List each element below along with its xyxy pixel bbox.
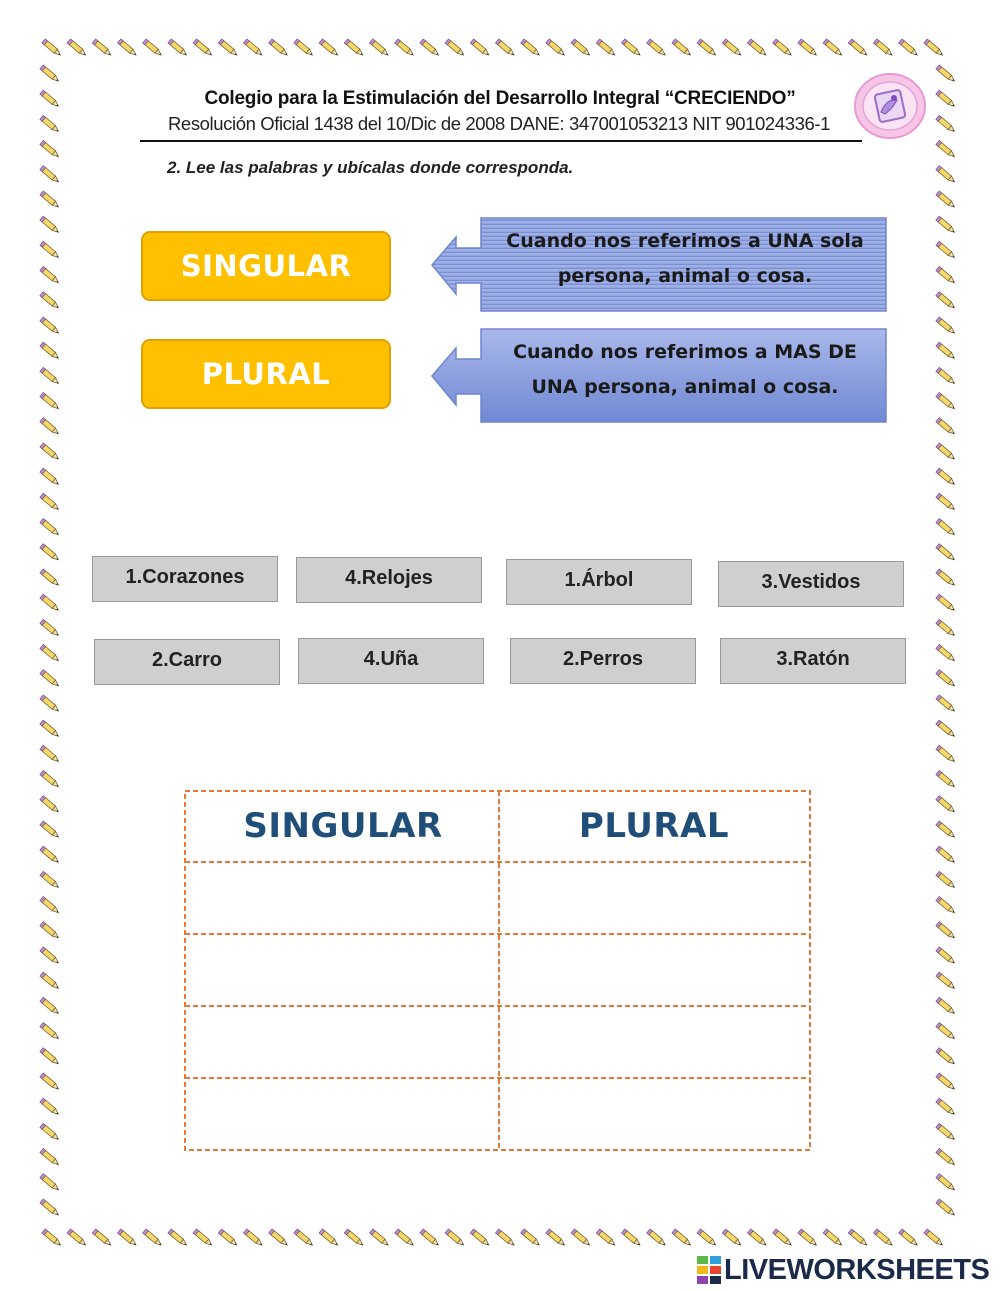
pencil-decoration [143, 1229, 163, 1247]
pencil-decoration [936, 1098, 956, 1116]
pencil-decoration [168, 1229, 188, 1247]
pencil-decoration [936, 65, 956, 83]
pencil-decoration [622, 1229, 642, 1247]
pencil-decoration [874, 1229, 894, 1247]
pencil-decoration [748, 39, 768, 57]
pencil-decoration [40, 1174, 60, 1192]
pencil-decoration [936, 519, 956, 537]
pencil-decoration [596, 39, 616, 57]
word-card-carro[interactable]: 2.Carro [94, 639, 280, 685]
pencil-decoration [936, 1199, 956, 1217]
pencil-decoration [936, 267, 956, 285]
pencil-decoration [40, 267, 60, 285]
pencil-decoration [697, 39, 717, 57]
pencil-decoration [798, 39, 818, 57]
pencil-decoration [40, 317, 60, 335]
drop-zone-singular-2[interactable] [187, 936, 497, 1004]
pencil-decoration [936, 745, 956, 763]
pencil-decoration [193, 39, 213, 57]
pencil-decoration [936, 720, 956, 738]
pencil-decoration [40, 947, 60, 965]
pencil-decoration [546, 39, 566, 57]
drop-zone-plural-2[interactable] [501, 936, 808, 1004]
word-card-una[interactable]: 4.Uña [298, 638, 484, 684]
drop-zone-singular-4[interactable] [187, 1080, 497, 1148]
pencil-decoration [40, 645, 60, 663]
pencil-decoration [269, 1229, 289, 1247]
pencil-decoration [40, 821, 60, 839]
pencil-decoration [67, 39, 87, 57]
pencil-decoration [496, 1229, 516, 1247]
pencil-decoration [40, 367, 60, 385]
pencil-decoration [143, 39, 163, 57]
pencil-decoration [936, 216, 956, 234]
pencil-decoration [936, 191, 956, 209]
pencil-decoration [92, 1229, 112, 1247]
pencil-decoration [193, 1229, 213, 1247]
liveworksheets-brand [697, 1254, 989, 1286]
pencil-decoration [936, 393, 956, 411]
pencil-decoration [40, 619, 60, 637]
pencil-decoration [244, 1229, 264, 1247]
pencil-decoration [344, 39, 364, 57]
drop-zone-plural-4[interactable] [501, 1080, 808, 1148]
pencil-decoration [40, 670, 60, 688]
word-card-perros[interactable]: 2.Perros [510, 638, 696, 684]
instruction-text: 2. Lee las palabras y ubícalas donde corresponda. [167, 158, 574, 177]
pencil-decoration [40, 216, 60, 234]
table-header-plural: PLURAL [578, 806, 730, 846]
pencil-decoration [798, 1229, 818, 1247]
pencil-decoration [823, 39, 843, 57]
pencil-decoration [294, 39, 314, 57]
pencil-decoration [936, 594, 956, 612]
pencil-decoration [118, 1229, 138, 1247]
pencil-decoration [936, 947, 956, 965]
pencil-decoration [936, 997, 956, 1015]
pencil-decoration [42, 39, 62, 57]
pencil-decoration [40, 922, 60, 940]
pencil-decoration [92, 39, 112, 57]
pencil-decoration [40, 1048, 60, 1066]
pencil-decoration [936, 695, 956, 713]
pencil-decoration [874, 39, 894, 57]
pencil-decoration [521, 39, 541, 57]
pencil-decoration [936, 443, 956, 461]
pencil-decoration [773, 1229, 793, 1247]
drop-zone-plural-3[interactable] [501, 1008, 808, 1076]
pencil-decoration [936, 317, 956, 335]
word-card-corazones[interactable]: 1.Corazones [92, 556, 278, 602]
pencil-decoration [370, 39, 390, 57]
pencil-decoration [722, 1229, 742, 1247]
pencil-decoration [936, 1023, 956, 1041]
pencil-decoration [936, 1123, 956, 1141]
pencil-decoration [571, 1229, 591, 1247]
pencil-decoration [899, 39, 919, 57]
pencil-decoration [40, 468, 60, 486]
pencil-decoration [773, 39, 793, 57]
school-logo-icon [853, 72, 927, 140]
drop-zone-singular-1[interactable] [187, 864, 497, 932]
pencil-decoration [40, 846, 60, 864]
pencil-decoration [596, 1229, 616, 1247]
pencil-decoration [40, 115, 60, 133]
pencil-decoration [521, 1229, 541, 1247]
school-resolution: Resolución Oficial 1438 del 10/Dic de 2008 DANE: 347001053213 NIT 901024336-1 [167, 113, 831, 134]
pencil-decoration [40, 292, 60, 310]
pencil-decoration [936, 871, 956, 889]
pencil-decoration [936, 972, 956, 990]
pencil-decoration [168, 39, 188, 57]
word-card-relojes[interactable]: 4.Relojes [296, 557, 482, 603]
pencil-decoration [936, 922, 956, 940]
pencil-decoration [722, 39, 742, 57]
pencil-decoration [40, 191, 60, 209]
pencil-decoration [936, 1073, 956, 1091]
pencil-decoration [936, 241, 956, 259]
pencil-decoration [344, 1229, 364, 1247]
pencil-decoration [848, 1229, 868, 1247]
pencil-decoration [936, 166, 956, 184]
pencil-decoration [823, 1229, 843, 1247]
pencil-decoration [748, 1229, 768, 1247]
pencil-decoration [936, 90, 956, 108]
pencil-decoration [40, 544, 60, 562]
liveworksheets-logo-icon [697, 1256, 721, 1284]
pencil-decoration [936, 645, 956, 663]
pencil-decoration [40, 1098, 60, 1116]
pencil-decoration [319, 39, 339, 57]
pencil-decoration [40, 65, 60, 83]
pencil-decoration [672, 1229, 692, 1247]
drop-zone-singular-3[interactable] [187, 1008, 497, 1076]
word-card-arbol[interactable]: 1.Árbol [506, 559, 692, 605]
pencil-decoration [647, 39, 667, 57]
pencil-decoration [218, 1229, 238, 1247]
pencil-decoration [40, 443, 60, 461]
pencil-decoration [936, 367, 956, 385]
pencil-decoration [445, 39, 465, 57]
pencil-decoration [40, 897, 60, 915]
pencil-decoration [40, 393, 60, 411]
header-divider [140, 140, 862, 142]
pencil-decoration [470, 39, 490, 57]
pencil-decoration [936, 619, 956, 637]
pencil-decoration [40, 594, 60, 612]
pencil-decoration [40, 1123, 60, 1141]
word-card-vestidos[interactable]: 3.Vestidos [718, 561, 904, 607]
pencil-decoration [936, 846, 956, 864]
pencil-decoration [936, 493, 956, 511]
pencil-decoration [42, 1229, 62, 1247]
pencil-decoration [40, 796, 60, 814]
pencil-decoration [936, 141, 956, 159]
pencil-decoration [496, 39, 516, 57]
brand-name: LIVEWORKSHEETS [724, 1253, 990, 1286]
pencil-decoration [936, 821, 956, 839]
pencil-decoration [40, 141, 60, 159]
pencil-decoration [445, 1229, 465, 1247]
pencil-decoration [936, 342, 956, 360]
pencil-decoration [936, 897, 956, 915]
pencil-decoration [936, 544, 956, 562]
pencil-decoration [420, 1229, 440, 1247]
school-name: Colegio para la Estimulación del Desarrollo Integral “CRECIENDO” [204, 88, 796, 109]
pencil-decoration [40, 1199, 60, 1217]
pencil-decoration [40, 166, 60, 184]
pencil-decoration [395, 39, 415, 57]
pencil-decoration [40, 418, 60, 436]
table-header-singular: SINGULAR [243, 806, 443, 846]
pencil-decoration [848, 39, 868, 57]
pencil-decoration [672, 39, 692, 57]
pencil-decoration [899, 1229, 919, 1247]
pencil-decoration [395, 1229, 415, 1247]
pencil-decoration [470, 1229, 490, 1247]
pencil-decoration [40, 871, 60, 889]
pencil-decoration [622, 39, 642, 57]
pencil-decoration [571, 39, 591, 57]
pencil-decoration [40, 997, 60, 1015]
pencil-decoration [546, 1229, 566, 1247]
pencil-decoration [40, 493, 60, 511]
pencil-decoration [118, 39, 138, 57]
pencil-decoration [936, 115, 956, 133]
pencil-decoration [420, 39, 440, 57]
pencil-decoration [40, 972, 60, 990]
word-card-raton[interactable]: 3.Ratón [720, 638, 906, 684]
pencil-decoration [936, 1149, 956, 1167]
pencil-decoration [40, 342, 60, 360]
plural-concept-box: PLURAL [141, 339, 391, 409]
pencil-decoration [67, 1229, 87, 1247]
pencil-decoration [924, 39, 944, 57]
pencil-decoration [936, 569, 956, 587]
pencil-decoration [924, 1229, 944, 1247]
pencil-decoration [40, 695, 60, 713]
pencil-decoration [40, 745, 60, 763]
pencil-decoration [40, 771, 60, 789]
pencil-decoration [40, 569, 60, 587]
pencil-decoration [40, 90, 60, 108]
pencil-decoration [370, 1229, 390, 1247]
plural-definition: Cuando nos referimos a MAS DE UNA persona, animal o cosa. [513, 341, 857, 398]
pencil-decoration [936, 771, 956, 789]
pencil-decoration [244, 39, 264, 57]
pencil-decoration [697, 1229, 717, 1247]
pencil-decoration [294, 1229, 314, 1247]
pencil-decoration [936, 796, 956, 814]
pencil-decoration [936, 418, 956, 436]
pencil-decoration [40, 1073, 60, 1091]
pencil-decoration [319, 1229, 339, 1247]
singular-concept-box: SINGULAR [141, 231, 391, 301]
pencil-decoration [40, 1149, 60, 1167]
pencil-decoration [936, 1174, 956, 1192]
pencil-decoration [40, 519, 60, 537]
pencil-decoration [936, 292, 956, 310]
pencil-decoration [40, 1023, 60, 1041]
pencil-decoration [647, 1229, 667, 1247]
singular-definition: Cuando nos referimos a UNA sola persona, animal o cosa. [506, 230, 864, 287]
pencil-decoration [936, 468, 956, 486]
pencil-decoration [936, 670, 956, 688]
pencil-decoration [40, 241, 60, 259]
pencil-decoration [269, 39, 289, 57]
pencil-decoration [936, 1048, 956, 1066]
pencil-decoration [218, 39, 238, 57]
pencil-decoration [40, 720, 60, 738]
drop-zone-plural-1[interactable] [501, 864, 808, 932]
